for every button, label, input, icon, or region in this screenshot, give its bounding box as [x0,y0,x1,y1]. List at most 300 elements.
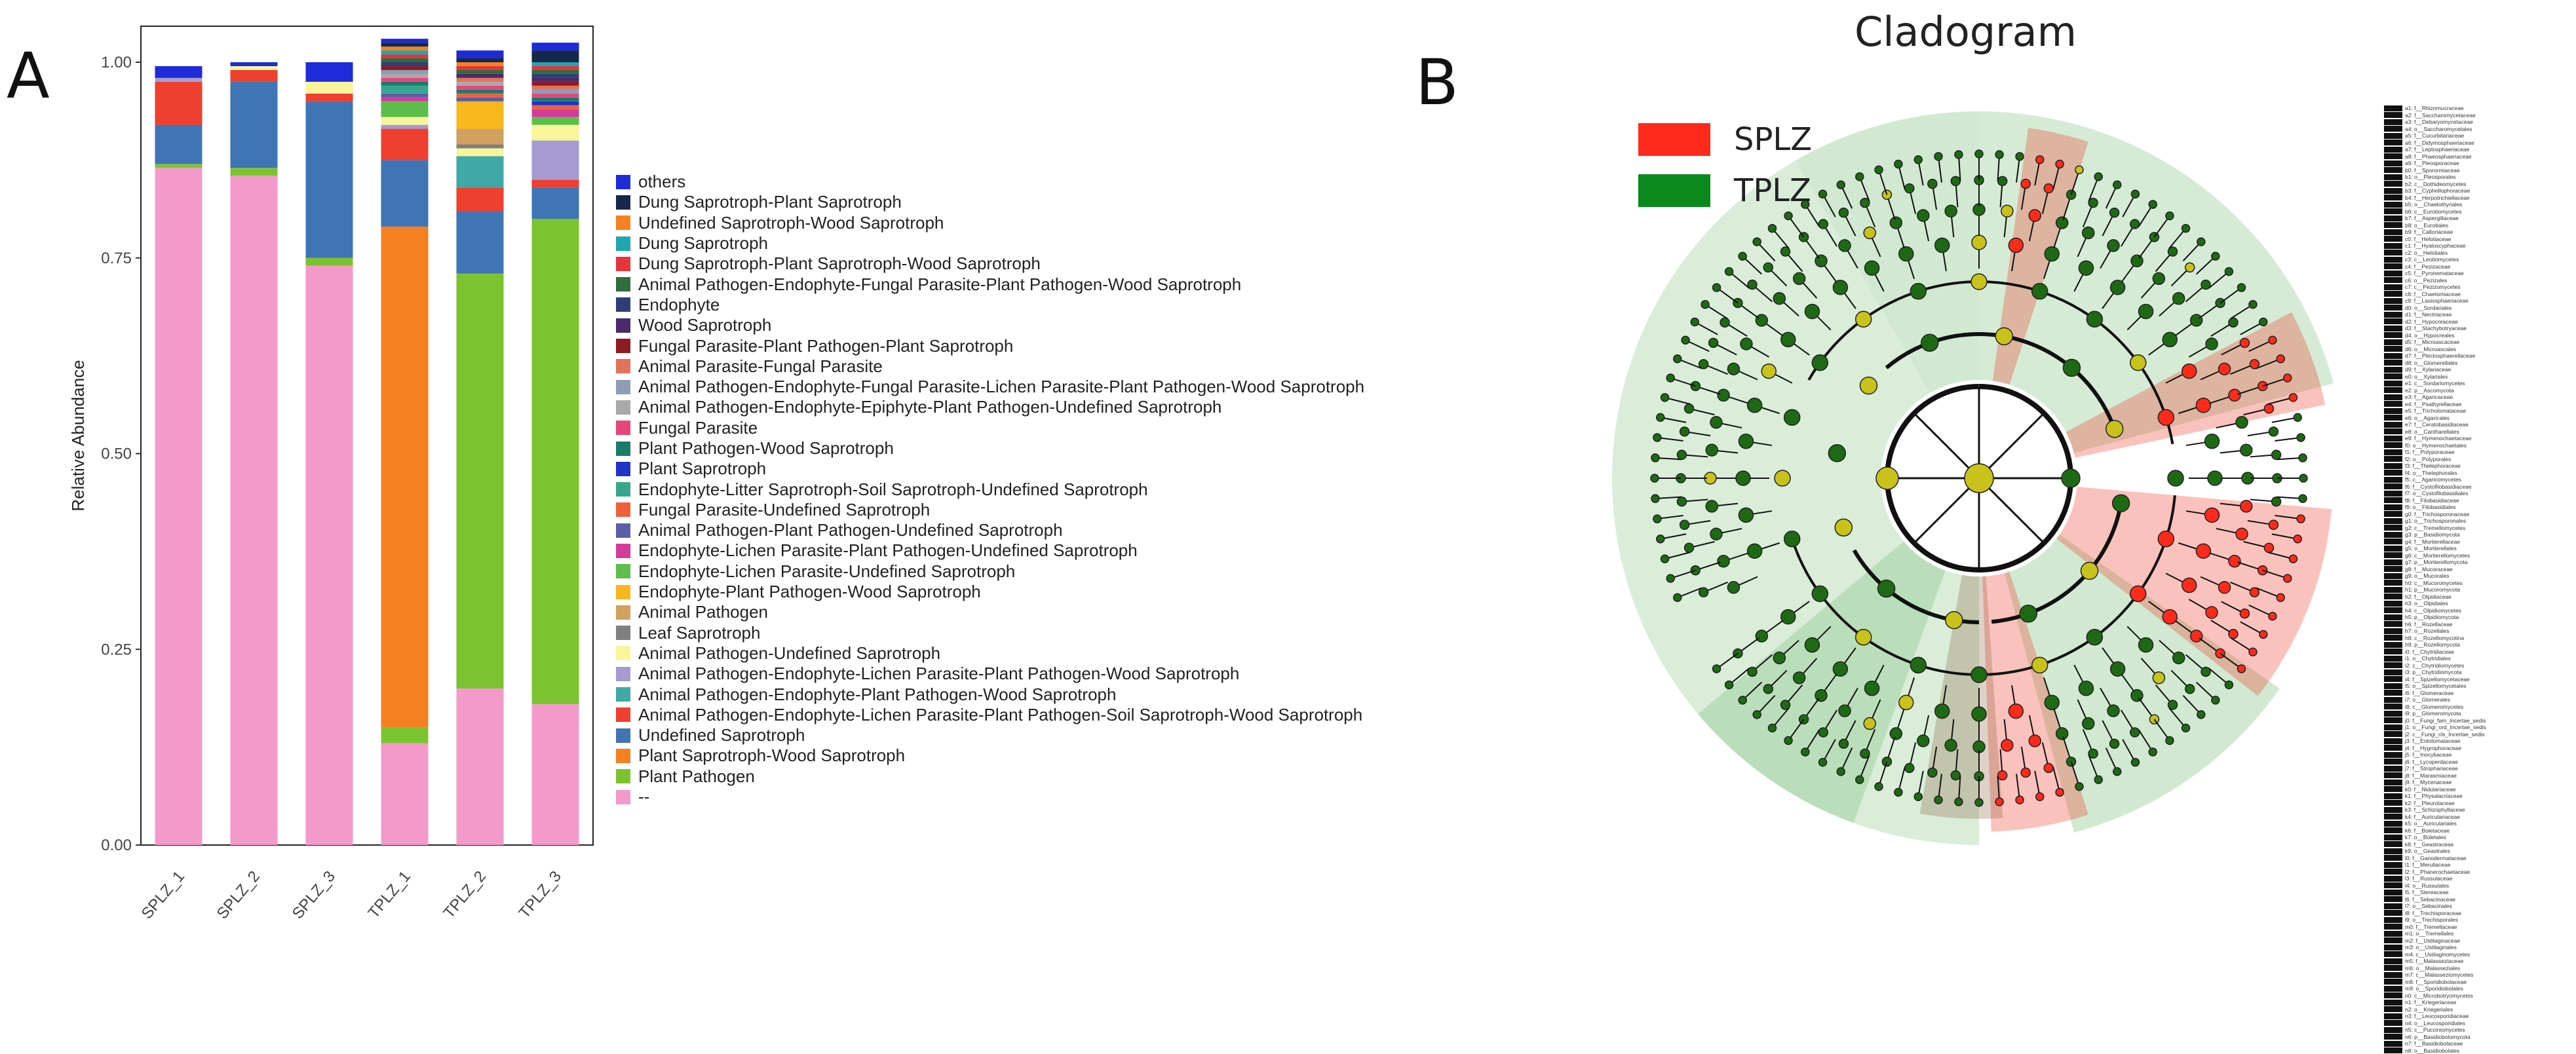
taxon-key-item [2384,270,2561,277]
clade-node [1815,690,1827,702]
legend-swatch [616,687,630,702]
clade-node [1955,151,1963,159]
taxon-name: j4: f__Hygrophoraceae [2405,745,2461,751]
clade-node [2269,336,2277,344]
clade-node [1945,205,1957,217]
group-legend-item-splz [1638,121,1812,158]
taxon-key-item [2384,1026,2561,1034]
taxon-key-item [2384,449,2561,456]
taxon-key-item [2384,256,2561,263]
bar-segment [306,82,353,94]
taxon-name: g5: o__Mortierellales [2405,545,2457,552]
clade-node [1653,515,1661,523]
taxon-key-item [2384,242,2561,250]
taxon-key-swatch [2384,573,2402,579]
clade-node [1805,304,1819,318]
taxon-key-item [2384,676,2561,683]
taxon-key-swatch [2384,965,2402,971]
taxon-key-item [2384,593,2561,601]
legend-label: Animal Parasite-Fungal Parasite [638,356,883,377]
clade-node [2079,261,2093,275]
taxon-key-swatch [2384,896,2402,902]
taxon-key-item [2384,924,2561,931]
bar-segment [457,78,504,82]
legend-swatch [616,442,630,456]
taxon-key-item [2384,683,2561,690]
clade-node [2158,409,2174,425]
taxon-name: e3: f__Agaricaceae [2405,394,2453,400]
clade-node [2212,252,2220,260]
taxon-name: a6: f__Didymosphaeriaceae [2405,140,2474,146]
taxon-name: n2: o__Kriegeriales [2405,1006,2453,1013]
taxon-key-swatch [2384,236,2402,242]
clade-node [2269,612,2277,620]
taxon-key-swatch [2384,566,2402,572]
taxon-key-item [2384,545,2561,552]
taxon-key-item [2384,1020,2561,1027]
taxon-key-item [2384,456,2561,463]
legend-swatch [616,544,630,558]
taxon-key-item [2384,483,2561,491]
taxon-key-swatch [2384,614,2402,620]
clade-node [1890,217,1902,229]
clade-node [2029,735,2041,747]
taxon-key-item [2384,181,2561,188]
clade-node [2299,474,2307,482]
taxon-key-swatch [2384,649,2402,654]
taxon-key-swatch [2384,882,2402,888]
bar-segment [532,94,579,98]
bar-segment [457,129,504,145]
legend-label: Animal Pathogen-Undefined Saprotroph [638,643,940,664]
taxon-name: g1: o__Trichosporonales [2405,518,2466,524]
taxon-key-swatch [2384,690,2402,696]
clade-node [1839,739,1848,748]
taxon-key-swatch [2384,841,2402,847]
clade-node [1839,208,1848,217]
taxon-name: d9: f__Xylariaceae [2405,366,2451,373]
bar-segment [532,117,579,125]
taxon-name: h2: f__Olpidiaceae [2405,593,2451,600]
clade-node [2130,586,2146,601]
taxon-key-swatch [2384,401,2402,407]
bar-segment [381,98,429,102]
clade-node [1875,166,1883,174]
clade-node [1921,334,1938,351]
taxon-name: b6: c__Eurotiomycetes [2405,208,2461,215]
clade-node [2264,404,2273,413]
taxon-key-swatch [2384,786,2402,792]
x-tick-label: SPLZ_2 [214,868,263,923]
clade-node [1736,471,1750,485]
taxon-key-swatch [2384,704,2402,709]
clade-node [2130,219,2140,229]
clade-node [1878,580,1895,597]
legend-swatch [616,421,630,435]
taxon-key-swatch [2384,979,2402,985]
taxon-name: j6: f__Lycoperdaceae [2405,759,2458,765]
taxon-key-swatch [2384,1020,2402,1026]
taxon-key-swatch [2384,1041,2402,1047]
taxon-key-swatch [2384,752,2402,758]
legend-item [616,725,1468,745]
taxon-name: j9: f__Mycenaceae [2405,779,2451,785]
clade-node [2056,217,2068,229]
bar-segment [457,211,504,274]
taxon-key-swatch [2384,827,2402,833]
taxon-name: n0: c__Microbotryomycetes [2405,992,2473,999]
clade-node [1685,543,1694,552]
clade-node [2131,759,2139,766]
clade-node [2036,793,2044,800]
clade-node [1998,176,2007,185]
taxon-name: h8: c__Rozellomycotina [2405,635,2464,641]
clade-node [2264,543,2273,552]
taxon-key-swatch [2384,814,2402,819]
clade-node [1781,610,1796,624]
taxon-key-item [2384,875,2561,882]
clade-node [2086,311,2102,327]
clade-node [2249,301,2257,309]
taxon-name: h1: p__Mucoromycota [2405,586,2460,593]
bar-segment [532,66,579,70]
legend-swatch [616,277,630,292]
legend-swatch [616,318,630,333]
clade-node [2081,562,2098,579]
clade-node [2009,238,2023,252]
clade-node [2149,200,2157,208]
clade-node [1710,528,1722,540]
taxon-key-item [2384,937,2561,945]
bar-segment [231,62,278,66]
bar-segment [532,704,579,845]
taxon-key-item [2384,910,2561,917]
taxon-key-item [2384,889,2561,896]
clade-node [1761,364,1776,379]
legend-swatch [616,236,630,251]
taxon-name: d6: o__Microascales [2405,346,2456,352]
taxon-key-swatch [2384,725,2402,730]
clade-node [1839,705,1851,717]
taxon-key-swatch [2384,1000,2402,1006]
taxon-key-swatch [2384,387,2402,393]
taxon-key-item [2384,153,2561,160]
clade-node [1819,190,1827,198]
clade-node [1951,176,1960,185]
clade-node [1935,238,1950,252]
taxon-name: m5: f__Malasseziaceae [2405,958,2463,964]
bar-segment [457,102,504,129]
clade-node [1651,474,1659,482]
taxon-name: m3: o__Ustilaginales [2405,944,2457,950]
taxon-key-item [2384,600,2561,607]
clade-node [2110,208,2119,217]
clade-node [2229,555,2240,567]
taxon-key-swatch [2384,353,2402,359]
taxon-key-item [2384,765,2561,772]
taxon-key-item [2384,112,2561,119]
clade-node [2094,173,2102,181]
taxon-key-swatch [2384,119,2402,125]
bar-segment [381,129,429,160]
taxon-name: m8: f__Sporidiobolaceae [2405,979,2467,985]
taxon-key-swatch [2384,780,2402,785]
clade-node [2131,690,2143,702]
taxon-key-swatch [2384,835,2402,840]
bar-segment [381,227,429,728]
taxon-key-swatch [2384,174,2402,180]
clade-node [2083,227,2094,238]
taxon-key-swatch [2384,793,2402,799]
clade-node [1972,235,1986,250]
bar-segment [457,70,504,74]
clade-node [2107,705,2119,717]
clade-node [1739,508,1753,522]
taxon-name: e8: o__Cantharellales [2405,428,2459,435]
taxon-name: n1: f__Kriegeriaceae [2405,999,2456,1006]
legend-label: Undefined Saprotroph-Wood Saprotroph [638,213,944,233]
bar-segment [381,66,429,70]
clade-node [2212,696,2220,704]
bar-segment [381,102,429,117]
legend-label: Animal Pathogen-Endophyte-Fungal Parasite-Lichen Parasite-Plant Pathogen-Wood Saprotroph [638,377,1364,397]
taxon-name: e0: o__Xylariales [2405,373,2448,380]
bar-segment [532,82,579,86]
clade-node [1905,184,1914,193]
clade-node [2191,314,2202,326]
taxon-name: k6: f__Boletaceae [2405,827,2450,834]
bar-segment [532,43,579,50]
legend-swatch [616,359,630,373]
legend-label: Plant Saprotroph [638,459,766,479]
clade-node [2130,728,2140,737]
taxon-name: d4: o__Hypocreales [2405,332,2455,339]
clade-node [2240,338,2249,347]
bar-segment [306,102,353,258]
taxon-key-item [2384,442,2561,449]
taxon-name: d0: o__Sordariales [2405,305,2451,311]
clade-node [2056,728,2068,740]
taxon-key-item [2384,848,2561,855]
legend-label: Plant Pathogen [638,766,755,787]
clade-node [2131,190,2139,198]
taxon-key-swatch [2384,766,2402,772]
clade-node [2240,444,2252,456]
taxon-key-swatch [2384,642,2402,648]
taxon-name: l7: o__Sebacinales [2405,903,2452,909]
taxon-key-swatch [2384,277,2402,283]
taxon-key-swatch [2384,160,2402,166]
taxon-key-item [2384,971,2561,979]
taxon-key-swatch [2384,525,2402,531]
clade-node [1998,771,2007,780]
taxon-name: m7: c__Malasseziomycetes [2405,971,2473,978]
bar-segment [457,187,504,211]
bar-segment [231,70,278,82]
bar-segment [381,74,429,78]
taxon-key-item [2384,745,2561,752]
taxon-key-swatch [2384,491,2402,497]
legend-label: Animal Pathogen [638,602,768,622]
taxon-key-swatch [2384,855,2402,861]
taxon-key-swatch [2384,910,2402,916]
taxon-name: f4: o__Thelephorales [2405,470,2457,476]
clade-node [2299,495,2307,502]
clade-node [1725,267,1733,275]
taxon-key-swatch [2384,291,2402,297]
legend-swatch [616,502,630,517]
clade-node [1739,252,1746,260]
clade-node [1812,586,1828,601]
y-axis-label: Relative Abundance [68,360,88,511]
clade-node [1946,612,1963,629]
clade-node [2029,210,2041,221]
taxon-name: f2: o__Polyporales [2405,456,2451,462]
clade-node [1914,156,1922,164]
clade-node [2182,724,2190,732]
taxon-key-item [2384,580,2561,587]
taxon-key-item [2384,215,2561,222]
taxon-key-item [2384,704,2561,711]
taxon-key-swatch [2384,105,2402,111]
bar-segment [231,82,278,168]
clade-node [2166,736,2174,744]
clade-node [2240,500,2252,512]
x-tick-label: TPLZ_3 [516,868,566,922]
bar-segment [532,141,579,180]
taxon-key-item [2384,373,2561,381]
clade-node [1748,544,1762,558]
clade-node [1856,173,1864,181]
legend-item [616,787,1468,807]
taxon-key-item [2384,649,2561,656]
clade-node [2249,648,2257,656]
clade-node [1837,181,1845,189]
clade-node [1833,662,1847,676]
clade-node [1972,707,1986,721]
clade-node [2289,394,2297,402]
taxon-name: i2: c__Chytridiomycetes [2405,662,2464,669]
taxon-key-swatch [2384,305,2402,311]
taxon-key-swatch [2384,373,2402,379]
taxon-name: b8: o__Eurotiales [2405,222,2448,229]
clade-node [2185,685,2195,694]
clade-node [2206,607,2218,618]
clade-node [1709,338,1718,347]
taxon-name: e1: c__Sordariomycetes [2405,380,2465,386]
taxon-key-item [2384,944,2561,951]
legend-label: Animal Pathogen-Plant Pathogen-Undefined Saprotroph [638,520,1063,540]
taxon-key-item [2384,559,2561,566]
taxon-name: m4: c__Ustilaginomycetes [2405,951,2470,958]
taxon-key-item [2384,751,2561,759]
taxon-key-swatch [2384,181,2402,187]
taxon-name: e2: p__Ascomycota [2405,387,2454,394]
taxon-key-swatch [2384,917,2402,923]
clade-node [2240,609,2249,618]
taxon-key-swatch [2384,442,2402,448]
clade-node [2139,304,2153,318]
taxon-name: g6: c__Mortierellomycetes [2405,552,2470,559]
clade-node [1905,763,1914,772]
taxon-name: c0: f__Helotiaceae [2405,236,2451,242]
taxon-name: f9: o__Filobasidiales [2405,504,2456,510]
clade-node [2107,240,2119,252]
taxon-name: d1: f__Nectriaceae [2405,311,2451,318]
bar-segment [532,70,579,74]
clade-node [2259,630,2267,638]
bar-segment [155,168,202,845]
clade-node [2001,740,2013,751]
clade-node [1819,759,1827,766]
taxon-name: d8: o__Glomerellales [2405,360,2457,366]
taxon-key-swatch [2384,216,2402,221]
legend-item [616,192,1468,212]
taxon-key-item [2384,435,2561,442]
bar-segment [381,54,429,58]
legend-label: Endophyte-Lichen Parasite-Plant Pathogen-Undefined Saprotroph [638,540,1138,561]
taxon-name: i5: o__Spizellomycetales [2405,683,2467,689]
taxon-key-item [2384,126,2561,133]
legend-item [616,540,1468,561]
taxon-key-item [2384,497,2561,504]
clade-node [2111,662,2125,676]
x-tick-label: SPLZ_1 [138,868,188,923]
clade-node [1661,394,1669,402]
clade-node [2182,364,2197,379]
taxon-key-swatch [2384,436,2402,442]
clade-node [2191,630,2202,642]
taxon-key-swatch [2384,869,2402,875]
taxon-key-item [2384,930,2561,937]
legend-item [616,233,1468,254]
taxon-key-item [2384,566,2561,573]
bar-segment [306,258,353,266]
clade-node [1805,638,1819,652]
clade-node [2225,681,2233,689]
panel-label-a: A [7,39,50,113]
clade-node [1784,531,1800,547]
legend-item [616,254,1468,274]
taxon-key-swatch [2384,147,2402,153]
taxon-key-swatch [2384,807,2402,813]
taxon-key-swatch [2384,931,2402,937]
clade-node [2236,417,2248,428]
taxon-name: c1: f__Hyaloscyphaceae [2405,242,2466,249]
taxon-name: f5: c__Agaricomycetes [2405,476,2461,483]
taxon-key-swatch [2384,800,2402,806]
taxon-name: d7: f__Plectosphaerellaceae [2405,352,2475,359]
taxon-key-swatch [2384,188,2402,194]
clade-node [2173,293,2185,305]
taxon-key-item [2384,229,2561,236]
taxon-key-swatch [2384,587,2402,593]
taxon-name: f6: f__Cystofilobasidiaceae [2405,483,2472,490]
taxon-name: f8: f__Filobasidiaceae [2405,497,2459,504]
taxon-key-swatch [2384,903,2402,909]
taxon-name: a1: f__Rhizomucraceae [2405,105,2464,111]
taxon-key-swatch [2384,945,2402,950]
clade-node [2009,704,2023,719]
taxon-key-item [2384,222,2561,229]
clade-node [1975,799,1983,806]
taxon-key-item [2384,462,2561,470]
taxon-name: d5: f__Microascaceae [2405,339,2459,345]
x-tick-label: TPLZ_1 [365,868,415,922]
taxon-key-swatch [2384,621,2402,627]
taxon-key-swatch [2384,229,2402,235]
legend-swatch [616,707,630,722]
